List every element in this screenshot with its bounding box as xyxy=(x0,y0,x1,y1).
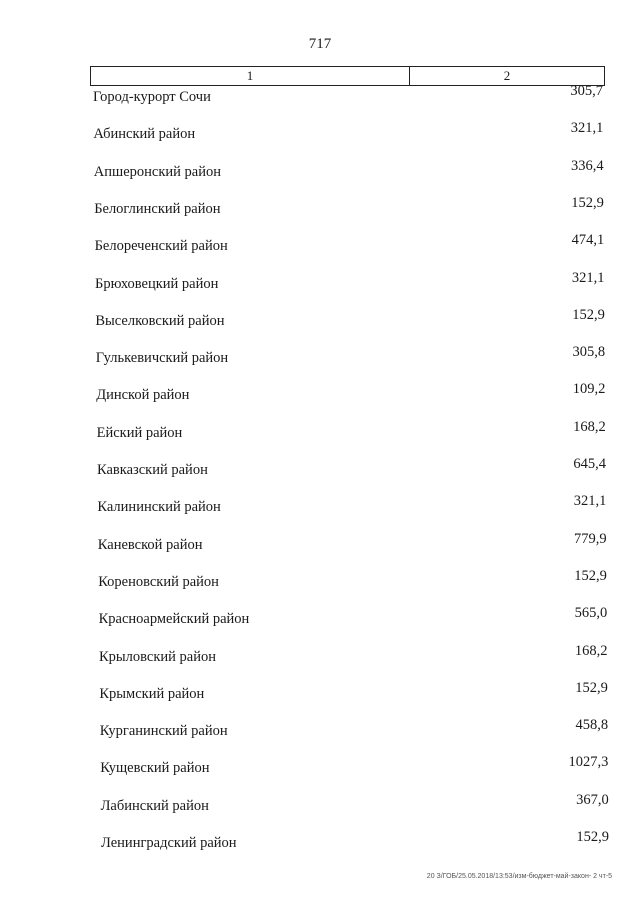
table-row xyxy=(96,381,606,406)
table-row xyxy=(95,344,606,369)
table-row xyxy=(99,679,608,705)
district-name: Кореновский район xyxy=(98,573,219,590)
table-row xyxy=(100,791,609,817)
table-row xyxy=(100,754,609,779)
district-name: Ейский район xyxy=(96,424,183,441)
district-name: Белореченский район xyxy=(94,238,228,255)
district-name: Белоглинский район xyxy=(94,200,221,217)
amount-value: 305,8 xyxy=(572,344,606,361)
table-row xyxy=(97,530,607,556)
table-row xyxy=(93,83,603,108)
district-name: Лабинский район xyxy=(100,797,209,814)
amount-value: 168,2 xyxy=(573,418,606,435)
table-row xyxy=(98,567,607,593)
district-name: Город-курорт Сочи xyxy=(93,89,211,105)
amount-value: 305,7 xyxy=(570,83,603,99)
table-row xyxy=(97,456,606,481)
amount-value: 321,1 xyxy=(571,269,605,286)
amount-value: 152,9 xyxy=(575,679,608,696)
table-row xyxy=(98,605,608,630)
district-name: Крыловский район xyxy=(99,648,216,665)
amount-value: 645,4 xyxy=(573,456,606,472)
district-name: Ленинградский район xyxy=(101,835,237,851)
amount-value: 168,2 xyxy=(574,642,608,659)
footer-stamp: 20 З/ГОБ/25.05.2018/13:53/изм-бюджет-май-закон- 2 чт-5 xyxy=(426,873,612,880)
amount-value: 152,9 xyxy=(572,306,605,323)
table-row xyxy=(93,120,604,145)
amount-value: 1027,3 xyxy=(568,754,609,771)
district-name: Гулькевичский район xyxy=(95,350,229,367)
amount-value: 109,2 xyxy=(572,381,606,398)
district-name: Динской район xyxy=(96,387,190,404)
table-row xyxy=(101,829,609,854)
amount-value: 779,9 xyxy=(573,530,607,547)
amount-value: 474,1 xyxy=(571,232,605,249)
table-row xyxy=(97,493,607,518)
table-row xyxy=(99,717,609,742)
table-row xyxy=(94,232,605,257)
district-name: Каневской район xyxy=(97,536,203,553)
district-name: Калининский район xyxy=(97,499,221,516)
amount-value: 458,8 xyxy=(575,717,609,734)
district-name: Брюховецкий район xyxy=(95,275,219,292)
amount-value: 152,9 xyxy=(576,829,609,845)
amount-value: 336,4 xyxy=(570,157,604,174)
table-row xyxy=(95,306,605,332)
amount-value: 321,1 xyxy=(573,493,607,510)
district-name: Абинский район xyxy=(93,126,196,143)
column-header-2: 2 xyxy=(503,68,511,83)
table-row xyxy=(93,157,604,183)
district-name: Кущевский район xyxy=(100,760,210,777)
column-header-1: 1 xyxy=(91,67,410,85)
table-row xyxy=(94,194,604,220)
amount-value: 565,0 xyxy=(574,605,608,622)
amount-value: 321,1 xyxy=(570,120,604,137)
district-name: Курганинский район xyxy=(99,723,228,740)
amount-value: 152,9 xyxy=(571,194,604,211)
table-row xyxy=(96,418,606,444)
district-name: Выселковский район xyxy=(95,312,225,329)
table-row xyxy=(99,642,608,668)
district-name: Красноармейский район xyxy=(98,611,250,628)
amount-value: 367,0 xyxy=(576,791,609,808)
district-name: Апшеронский район xyxy=(93,163,221,180)
table-row xyxy=(95,269,605,295)
amount-value: 152,9 xyxy=(574,567,607,584)
district-name: Кавказский район xyxy=(97,462,208,478)
page-number: 717 xyxy=(308,36,332,52)
district-name: Крымский район xyxy=(99,685,205,702)
